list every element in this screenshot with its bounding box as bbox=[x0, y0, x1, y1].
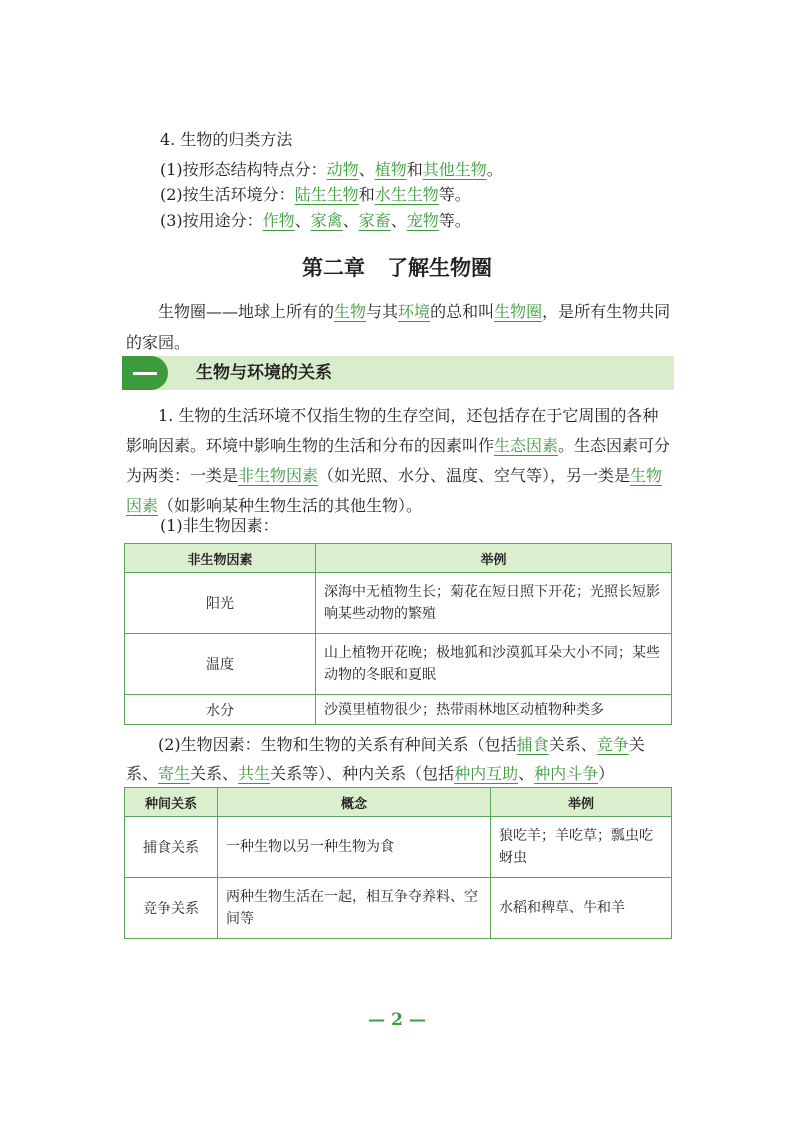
keyword: 生物 bbox=[334, 302, 367, 321]
keyword: 生物因素 bbox=[126, 466, 663, 515]
keyword: 种内斗争 bbox=[534, 764, 599, 783]
keyword: 非生物因素 bbox=[238, 466, 319, 485]
example-cell: 沙漠里植物很少；热带雨林地区动植物种类多 bbox=[316, 695, 672, 725]
factor-cell: 水分 bbox=[125, 695, 316, 725]
abiotic-factor-table bbox=[124, 543, 672, 725]
table-row bbox=[125, 695, 672, 725]
concept-cell: 两种生物生活在一起，相互争夺养料、空间等 bbox=[218, 878, 491, 939]
keyword: 植物 bbox=[374, 160, 407, 179]
example-cell: 狼吃羊；羊吃草；瓢虫吃蚜虫 bbox=[491, 817, 672, 878]
dash-icon bbox=[133, 372, 157, 375]
keyword: 生态因素 bbox=[494, 436, 559, 455]
table-header-row bbox=[125, 788, 672, 817]
relation-cell: 竞争关系 bbox=[125, 878, 218, 939]
keyword: 生物圈 bbox=[494, 302, 543, 321]
section-number-badge bbox=[122, 356, 168, 390]
keyword: 动物 bbox=[326, 160, 359, 179]
section-title: 生物与环境的关系 bbox=[196, 363, 332, 383]
factor-cell: 温度 bbox=[125, 634, 316, 695]
example-cell: 深海中无植物生长；菊花在短日照下开花；光照长短影响某些动物的繁殖 bbox=[316, 573, 672, 634]
table-row bbox=[125, 878, 672, 939]
keyword: 家禽 bbox=[310, 211, 343, 230]
keyword: 其他生物 bbox=[422, 160, 487, 179]
keyword: 寄生 bbox=[158, 764, 191, 783]
example-cell: 水稻和稗草、牛和羊 bbox=[491, 878, 672, 939]
intro-paragraph: 生物圈——地球上所有的生物与其环境的总和叫生物圈，是所有生物共同的家园。 bbox=[126, 302, 671, 352]
paragraph-biotic-factors: (2)生物因素：生物和生物的关系有种间关系（包括捕食关系、竞争关系、寄生关系、共生关系等）、种内关系（包括种内互助、种内斗争） bbox=[126, 735, 645, 783]
keyword: 宠物 bbox=[406, 211, 439, 230]
example-cell: 山上植物开花晚；极地狐和沙漠狐耳朵大小不同；某些动物的冬眠和夏眠 bbox=[316, 634, 672, 695]
sec4-line2: (2)按生活环境分：陆生生物和水生生物等。 bbox=[160, 185, 471, 204]
table-header: 概念 bbox=[218, 788, 491, 817]
sec4-line3: (3)按用途分：作物、家禽、家畜、宠物等。 bbox=[160, 211, 471, 230]
chapter-number: 第二章 bbox=[302, 256, 365, 280]
paragraph-ecological-factors: 1. 生物的生活环境不仅指生物的生存空间，还包括存在于它周围的各种影响因素。环境中影响生物的生活和分布的因素叫作生态因素。生态因素可分为两类：一类是非生物因素（如光照、水分、温度、空气等），另一类是生物因素（如影响某种生物生活的其他生物）。 bbox=[126, 406, 671, 515]
table-header: 种间关系 bbox=[125, 788, 218, 817]
keyword: 竞争 bbox=[596, 735, 629, 754]
chapter-heading bbox=[0, 254, 794, 282]
keyword: 家畜 bbox=[358, 211, 391, 230]
keyword: 共生 bbox=[238, 764, 271, 783]
keyword: 陆生生物 bbox=[294, 185, 359, 204]
table-header-row bbox=[125, 544, 672, 573]
table-header: 非生物因素 bbox=[125, 544, 316, 573]
table-header: 举例 bbox=[316, 544, 672, 573]
sec4-line1: (1)按形态结构特点分：动物、植物和其他生物。 bbox=[160, 160, 503, 179]
table-row bbox=[125, 573, 672, 634]
keyword: 捕食 bbox=[516, 735, 549, 754]
table-header: 举例 bbox=[491, 788, 672, 817]
keyword: 种内互助 bbox=[454, 764, 519, 783]
interspecific-relation-table bbox=[124, 787, 672, 939]
sec4-title: 4. 生物的归类方法 bbox=[160, 130, 293, 149]
factor-cell: 阳光 bbox=[125, 573, 316, 634]
keyword: 作物 bbox=[262, 211, 295, 230]
table-row bbox=[125, 634, 672, 695]
page-number: — 2 — bbox=[368, 1010, 426, 1030]
subheading-abiotic: (1)非生物因素： bbox=[160, 516, 279, 535]
concept-cell: 一种生物以另一种生物为食 bbox=[218, 817, 491, 878]
keyword: 水生生物 bbox=[374, 185, 439, 204]
relation-cell: 捕食关系 bbox=[125, 817, 218, 878]
keyword: 环境 bbox=[398, 302, 431, 321]
table-row bbox=[125, 817, 672, 878]
chapter-name: 了解生物圈 bbox=[387, 256, 492, 280]
